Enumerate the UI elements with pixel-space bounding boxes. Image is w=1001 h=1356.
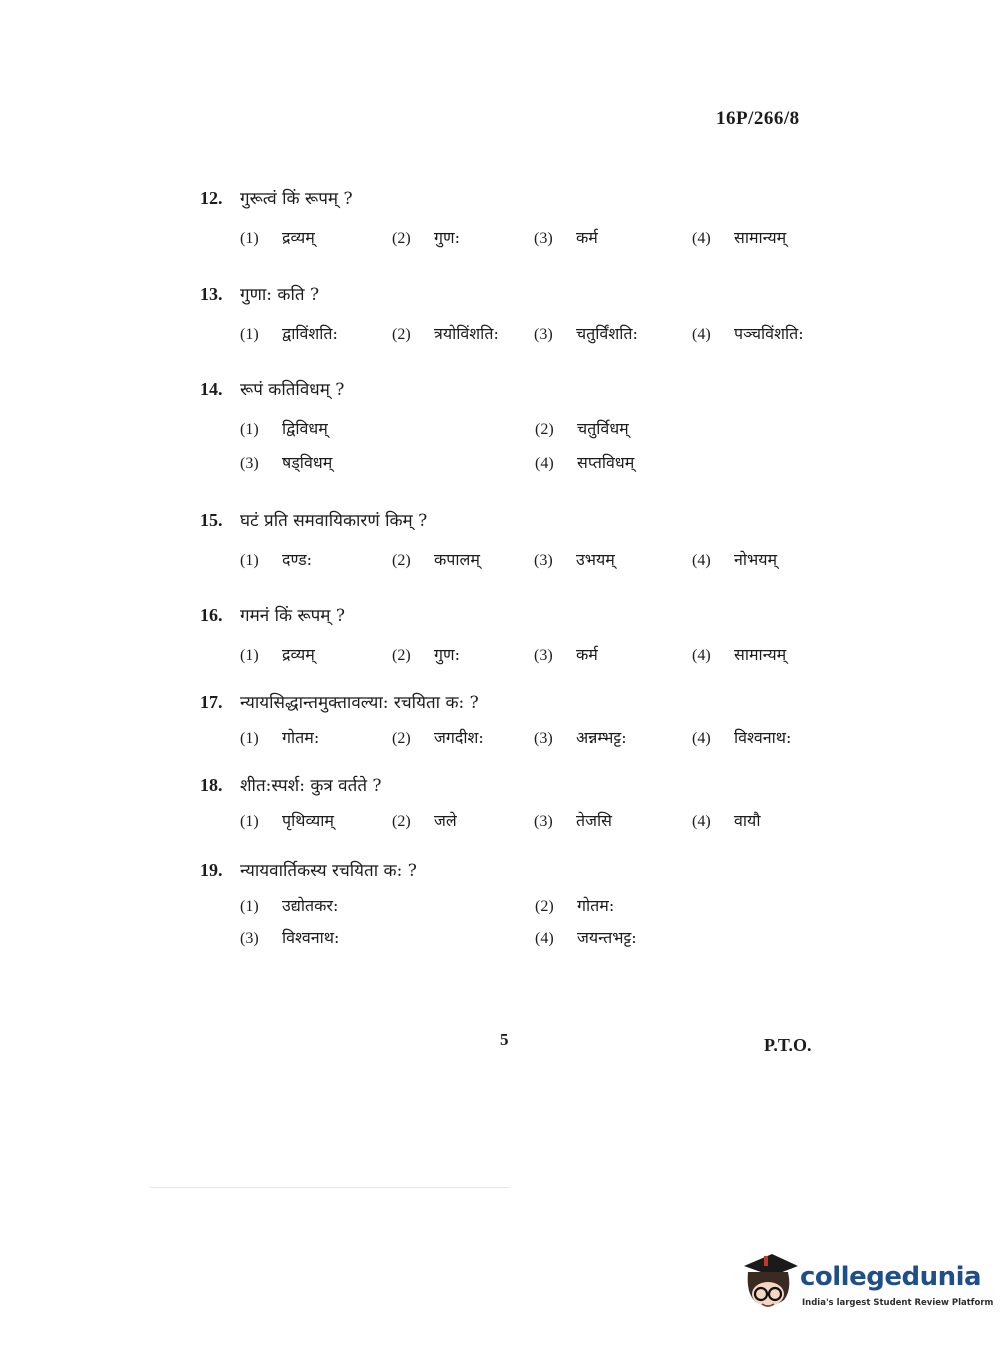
option-2: (2) गुण:: [392, 228, 460, 247]
option-4: (4) विश्वनाथ:: [692, 728, 792, 747]
option-1: (1) द्रव्यम्: [240, 228, 315, 247]
question-16: [200, 603, 840, 667]
option-4: (4) नोभयम्: [692, 550, 778, 569]
option-4: (4) वायौ: [692, 811, 761, 830]
option-1: (1) द्रव्यम्: [240, 645, 315, 664]
option-3: (3) चतुर्विंशति:: [534, 324, 638, 343]
option-2: (2) कपालम्: [392, 550, 480, 569]
question-14: [200, 377, 840, 475]
option-2: (2) जले: [392, 811, 457, 830]
question-12: [200, 186, 840, 250]
paper-code: 16P/266/8: [716, 108, 800, 129]
option-1: (1) द्वाविंशति:: [240, 324, 338, 343]
option-1: (1) उद्योतकर:: [240, 896, 339, 915]
option-2: (2) त्रयोविंशति:: [392, 324, 499, 343]
question-number: 12.: [200, 188, 223, 208]
question-15: [200, 508, 840, 572]
option-1: (1) दण्ड:: [240, 550, 313, 569]
question-text: रूपं कतिविधम् ?: [240, 380, 345, 400]
page-number: 5: [500, 1030, 509, 1049]
option-2: (2) जगदीश:: [392, 728, 484, 747]
option-4: (4) जयन्तभट्ट:: [535, 928, 637, 947]
question-number: 13.: [200, 284, 223, 304]
question-number: 14.: [200, 379, 223, 399]
option-3: (3) कर्म: [534, 645, 598, 664]
question-text: गमनं किं रूपम् ?: [240, 606, 345, 626]
question-number: 15.: [200, 510, 223, 530]
option-3: (3) अन्नम्भट्ट:: [534, 728, 627, 747]
question-number: 19.: [200, 860, 223, 880]
option-3: (3) षड्विधम्: [240, 453, 333, 472]
question-text: गुरूत्वं किं रूपम् ?: [240, 189, 353, 209]
scan-artifact-line: [150, 1187, 510, 1188]
question-number: 16.: [200, 605, 223, 625]
brand-name: collegedunia: [800, 1262, 982, 1292]
pto-label: P.T.O.: [764, 1035, 812, 1055]
option-3: (3) विश्वनाथ:: [240, 928, 340, 947]
option-2: (2) गुण:: [392, 645, 460, 664]
question-text: घटं प्रति समवायिकारणं किम् ?: [240, 511, 428, 531]
option-1: (1) द्विविधम्: [240, 419, 328, 438]
option-4: (4) सामान्यम्: [692, 645, 787, 664]
mascot-logo-icon: [738, 1250, 800, 1320]
question-number: 17.: [200, 692, 223, 712]
question-text: शीत:स्पर्श: कुत्र वर्तते ?: [240, 776, 382, 796]
brand-tagline: India's largest Student Review Platform: [802, 1298, 994, 1308]
collegedunia-watermark: [738, 1250, 994, 1320]
option-4: (4) सप्तविधम्: [535, 453, 635, 472]
question-text: न्यायवार्तिकस्य रचयिता क: ?: [240, 861, 417, 881]
option-4: (4) सामान्यम्: [692, 228, 787, 247]
option-2: (2) गोतम:: [535, 896, 615, 915]
question-13: [200, 282, 840, 346]
question-17: [200, 690, 840, 750]
question-number: 18.: [200, 775, 223, 795]
question-text: न्यायसिद्धान्तमुक्तावल्या: रचयिता क: ?: [240, 693, 479, 713]
option-4: (4) पञ्चविंशति:: [692, 324, 804, 343]
option-1: (1) गोतम:: [240, 728, 320, 747]
option-3: (3) उभयम्: [534, 550, 615, 569]
option-2: (2) चतुर्विधम्: [535, 419, 629, 438]
option-3: (3) तेजसि: [534, 811, 612, 830]
question-text: गुणा: कति ?: [240, 285, 320, 305]
question-18: [200, 773, 840, 833]
option-1: (1) पृथिव्याम्: [240, 811, 334, 830]
question-19: [200, 858, 840, 950]
option-3: (3) कर्म: [534, 228, 598, 247]
